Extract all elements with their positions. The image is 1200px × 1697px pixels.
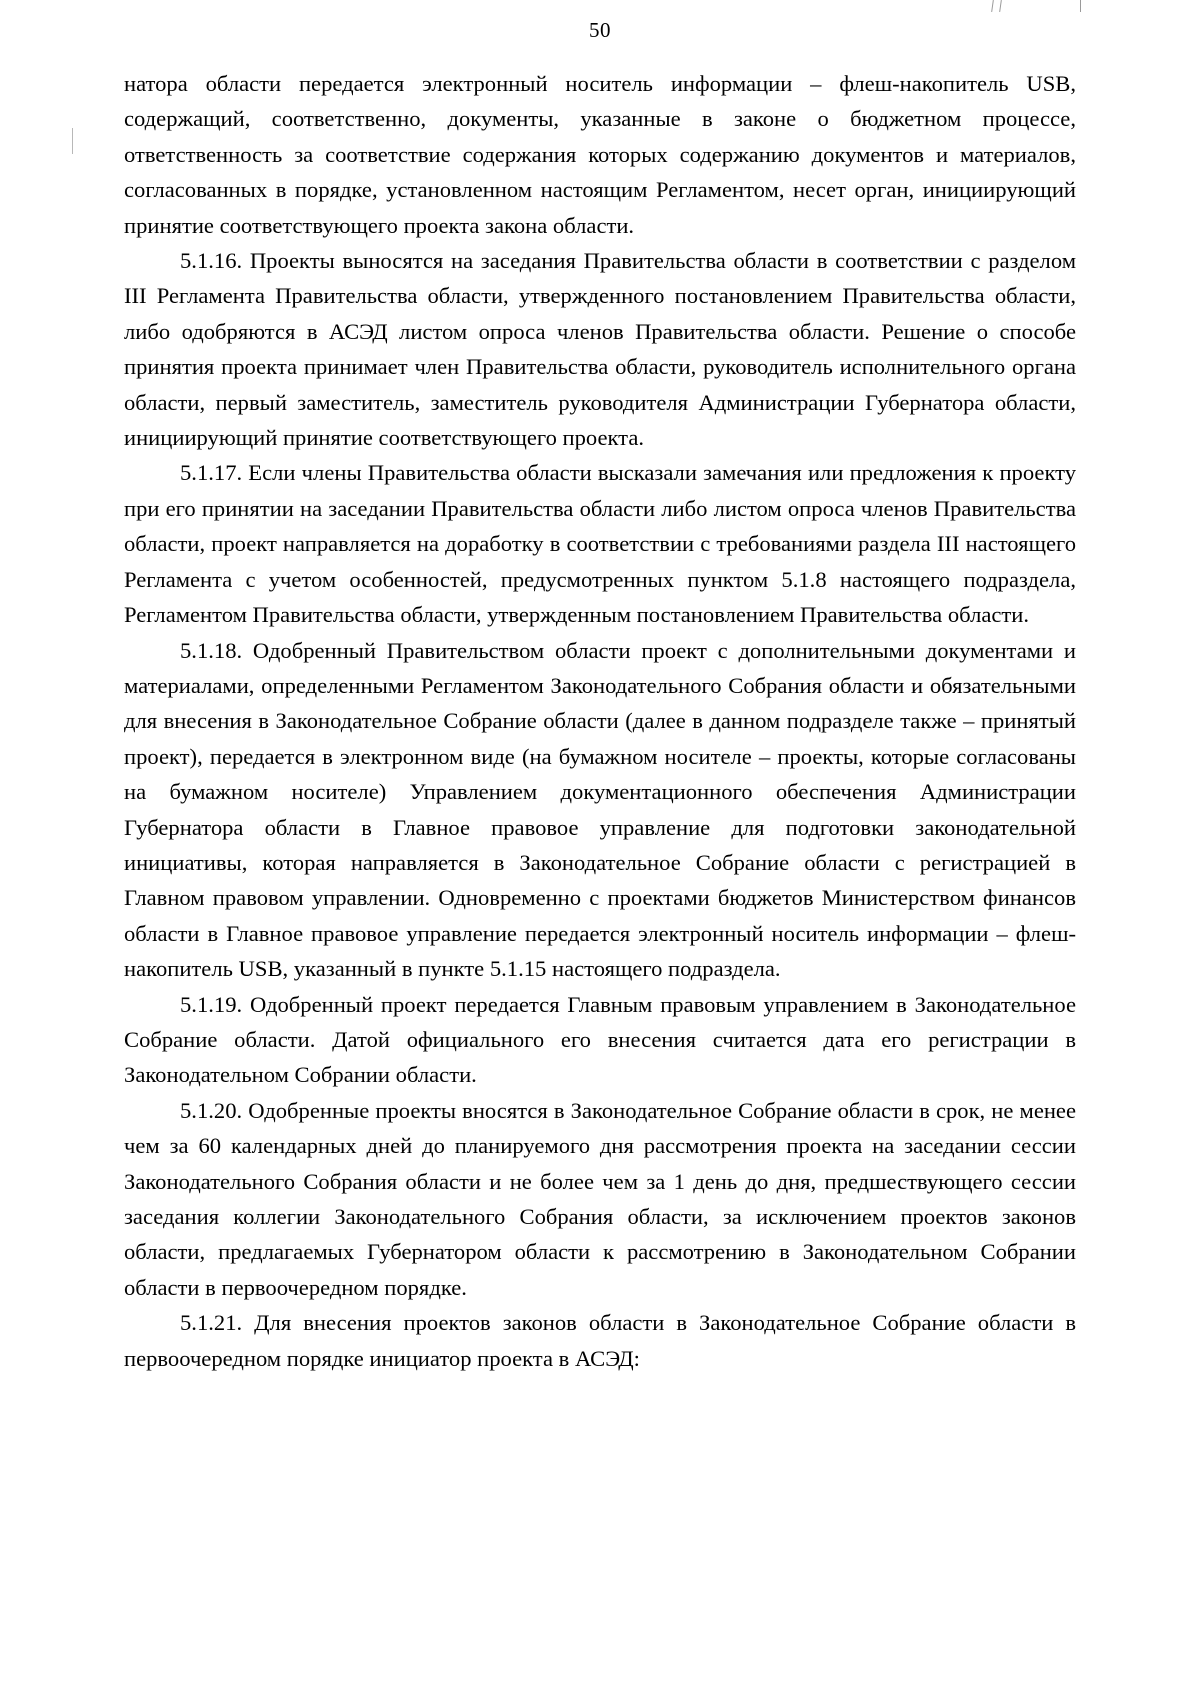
- scan-tick: [991, 0, 994, 12]
- paragraph-5-1-16: 5.1.16. Проекты выносятся на заседания Правительства области в соответствии с разделом III Регламента Правительства области, утвержденного постановлением Правительства области, либо одобряются в АСЭД листом опроса членов Правительства области. Решение о способе принятия проекта принимает член Правительства области, руководитель исполнительного органа области, первый заместитель, заместитель руководителя Администрации Губернатора области, инициирующий принятие соответствующего проекта.: [124, 248, 1076, 451]
- scan-artifact-top-right: [984, 0, 1104, 14]
- scan-artifact-left-margin: [72, 128, 73, 154]
- page-number: 50: [589, 18, 611, 42]
- scan-tick: [999, 0, 1002, 12]
- paragraph-5-1-19: 5.1.19. Одобренный проект передается Главным правовым управлением в Законодательное Собрание области. Датой официального его внесения считается дата его регистрации в Законодательном Собрании области.: [124, 991, 1076, 1088]
- paragraph-continuation: натора области передается электронный носитель информации – флеш-накопитель USB, содержащий, соответственно, документы, указанные в законе о бюджетном процессе, ответственность за соответствие содержания которых содержанию документов и материалов, согласованных в порядке, установленном настоящим Регламентом, несет орган, инициирующий принятие соответствующего проекта закона области.: [124, 71, 1076, 238]
- scan-tick: [1080, 0, 1081, 12]
- document-body: [124, 66, 1076, 1376]
- paragraph-5-1-18: 5.1.18. Одобренный Правительством области проект с дополнительными документами и материалами, определенными Регламентом Законодательного Собрания области и обязательными для внесения в Законодательное Собрание области (далее в данном подразделе также – принятый проект), передается в электронном виде (на бумажном носителе – проекты, которые согласованы на бумажном носителе) Управлением документационного обеспечения Администрации Губернатора области в Главное правовое управление для подготовки законодательной инициативы, которая направляется в Законодательное Собрание области с регистрацией в Главном правовом управлении. Одновременно с проектами бюджетов Министерством финансов области в Главное правовое управление передается электронный носитель информации – флеш-накопитель USB, указанный в пункте 5.1.15 настоящего подраздела.: [124, 637, 1076, 982]
- paragraph-5-1-20: 5.1.20. Одобренные проекты вносятся в Законодательное Собрание области в срок, не менее чем за 60 календарных дней до планируемого дня рассмотрения проекта на заседании сессии Законодательного Собрания области и не более чем за 1 день до дня, предшествующего сессии заседания коллегии Законодательного Собрания области, за исключением проектов законов области, предлагаемых Губернатором области к рассмотрению в Законодательном Собрании области в первоочередном порядке.: [124, 1097, 1076, 1300]
- paragraph-5-1-21: 5.1.21. Для внесения проектов законов области в Законодательное Собрание области в первоочередном порядке инициатор проекта в АСЭД:: [124, 1310, 1076, 1371]
- paragraph-5-1-17: 5.1.17. Если члены Правительства области высказали замечания или предложения к проекту при его принятии на заседании Правительства области либо листом опроса членов Правительства области, проект направляется на доработку в соответствии с требованиями раздела III настоящего Регламента с учетом особенностей, предусмотренных пунктом 5.1.8 настоящего подраздела, Регламентом Правительства области, утвержденным постановлением Правительства области.: [124, 460, 1076, 628]
